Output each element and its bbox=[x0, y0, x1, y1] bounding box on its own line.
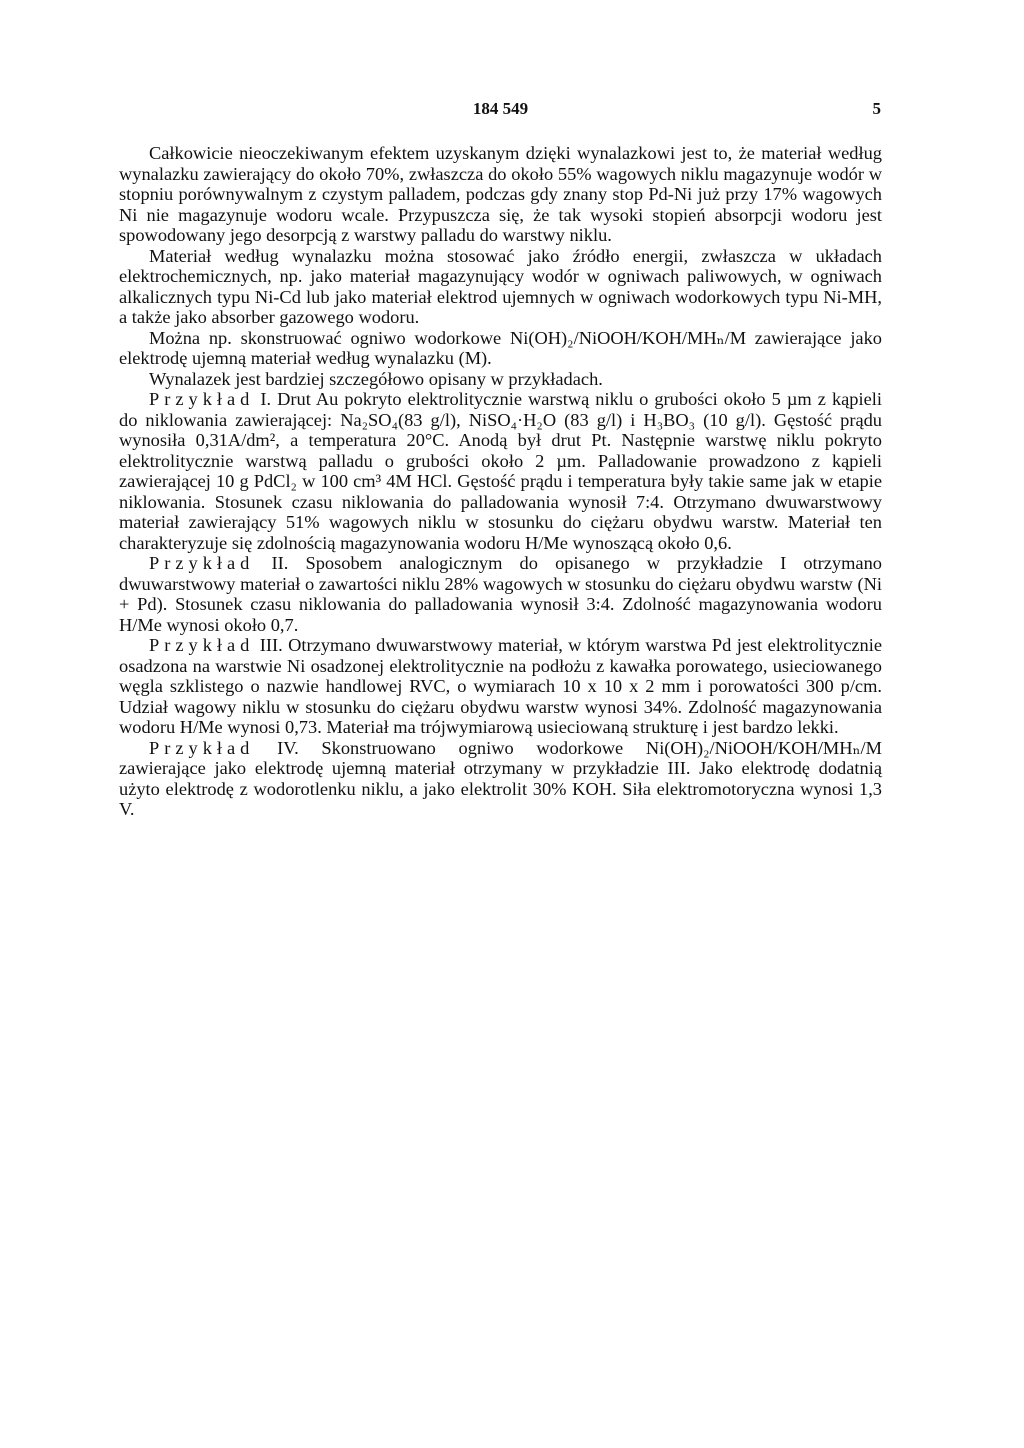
page-number: 5 bbox=[872, 99, 881, 118]
patent-number: 184 549 bbox=[472, 99, 529, 118]
paragraph-examples-intro: Wynalazek jest bardziej szczegółowo opisany w przykładach. bbox=[149, 368, 603, 389]
example-label: Przykład bbox=[149, 389, 255, 409]
page-header bbox=[120, 99, 881, 123]
example-1 bbox=[119, 389, 882, 553]
example-text: I. Drut Au pokryto elektrolitycznie warstwą niklu o grubości około 5 µm z kąpieli do niklowania zawierającej: Na₂SO₄(83 g/l), NiSO₄·H₂O (83 g/l) i H₃BO₃ (10 g/l). Gęstość prądu wynosiła 0,31A/dm², a temperatura 20°C. Anodą był drut Pt. Następnie warstwę niklu pokryto elektrolitycznie warstwą palladu o grubości około 2 µm. Palladowanie prowadzono z kąpieli zawierającej 10 g PdCl₂ w 100 cm³ 4M HCl. Gęstość prądu i temperatura były takie same jak w etapie niklowania. Stosunek czasu niklowania do palladowania wynosił 7:4. Otrzymano dwuwarstwowy materiał zawierający 51% wagowych niklu w stosunku do ciężaru obydwu warstw. Materiał ten charakteryzuje się zdolnością magazynowania wodoru H/Me wynoszącą około 0,6. bbox=[119, 389, 882, 553]
paragraph-unexpected-effect: Całkowicie nieoczekiwanym efektem uzyskanym dzięki wynalazkowi jest to, że materiał według wynalazku zawierający do około 70%, zwłaszcza do około 55% wagowych niklu magazynuje wodór w stopniu porównywalnym z czystym palladem, podczas gdy znany stop Pd-Ni już przy 17% wagowych Ni nie magazynuje wodoru wcale. Przypuszcza się, że tak wysoki stopień absorpcji wodoru jest spowodowany jego desorpcją z warstwy palladu do warstwy niklu. bbox=[119, 143, 882, 245]
example-3 bbox=[119, 635, 882, 738]
example-text: IV. Skonstruowano ogniwo wodorkowe Ni(OH)₂/NiOOH/KOH/MHₙ/M zawierające jako elektrodę ujemną materiał otrzymany w przykładzie III. Jako elektrodę dodatnią użyto elektrodę z wodorotlenku niklu, a jako elektrolit 30% KOH. Siła elektromotoryczna wynosi 1,3 V. bbox=[119, 737, 882, 819]
example-text: III. Otrzymano dwuwarstwowy materiał, w którym warstwa Pd jest elektrolitycznie osadzona na warstwie Ni osadzonej elektrolitycznie na podłożu z kawałka porowatego, usieciowanego węgla szklistego o nazwie handlowej RVC, o wymiarach 10 x 10 x 2 mm i porowatości 300 p/cm. Udział wagowy niklu w stosunku do ciężaru obydwu warstw wynosi 34%. Zdolność magazynowania wodoru H/Me wynosi 0,73. Materiał ma trójwymiarową usieciowaną strukturę i jest bardzo lekki. bbox=[119, 635, 882, 737]
example-2 bbox=[119, 553, 882, 635]
example-text: II. Sposobem analogicznym do opisanego w przykładzie I otrzymano dwuwarstwowy materiał o zawartości niklu 28% wagowych w stosunku do ciężaru obydwu warstw (Ni + Pd). Stosunek czasu niklowania do palladowania wynosił 3:4. Zdolność magazynowania wodoru H/Me wynosi około 0,7. bbox=[119, 553, 882, 635]
example-4 bbox=[119, 738, 882, 820]
document-body bbox=[119, 143, 882, 820]
example-label: Przykład bbox=[149, 553, 255, 573]
paragraph-hydride-cell: Można np. skonstruować ogniwo wodorkowe Ni(OH)₂/NiOOH/KOH/MHₙ/M zawierające jako elektrodę ujemną materiał według wynalazku (M). bbox=[119, 327, 882, 368]
paragraph-applications: Materiał według wynalazku można stosować jako źródło energii, zwłaszcza w układach elektrochemicznych, np. jako materiał magazynujący wodór w ogniwach paliwowych, w ogniwach alkalicznych typu Ni-Cd lub jako materiał elektrod ujemnych w ogniwach wodorkowych typu Ni-MH, a także jako absorber gazowego wodoru. bbox=[119, 245, 882, 327]
example-label: Przykład bbox=[149, 737, 255, 758]
example-label: Przykład bbox=[149, 635, 255, 655]
